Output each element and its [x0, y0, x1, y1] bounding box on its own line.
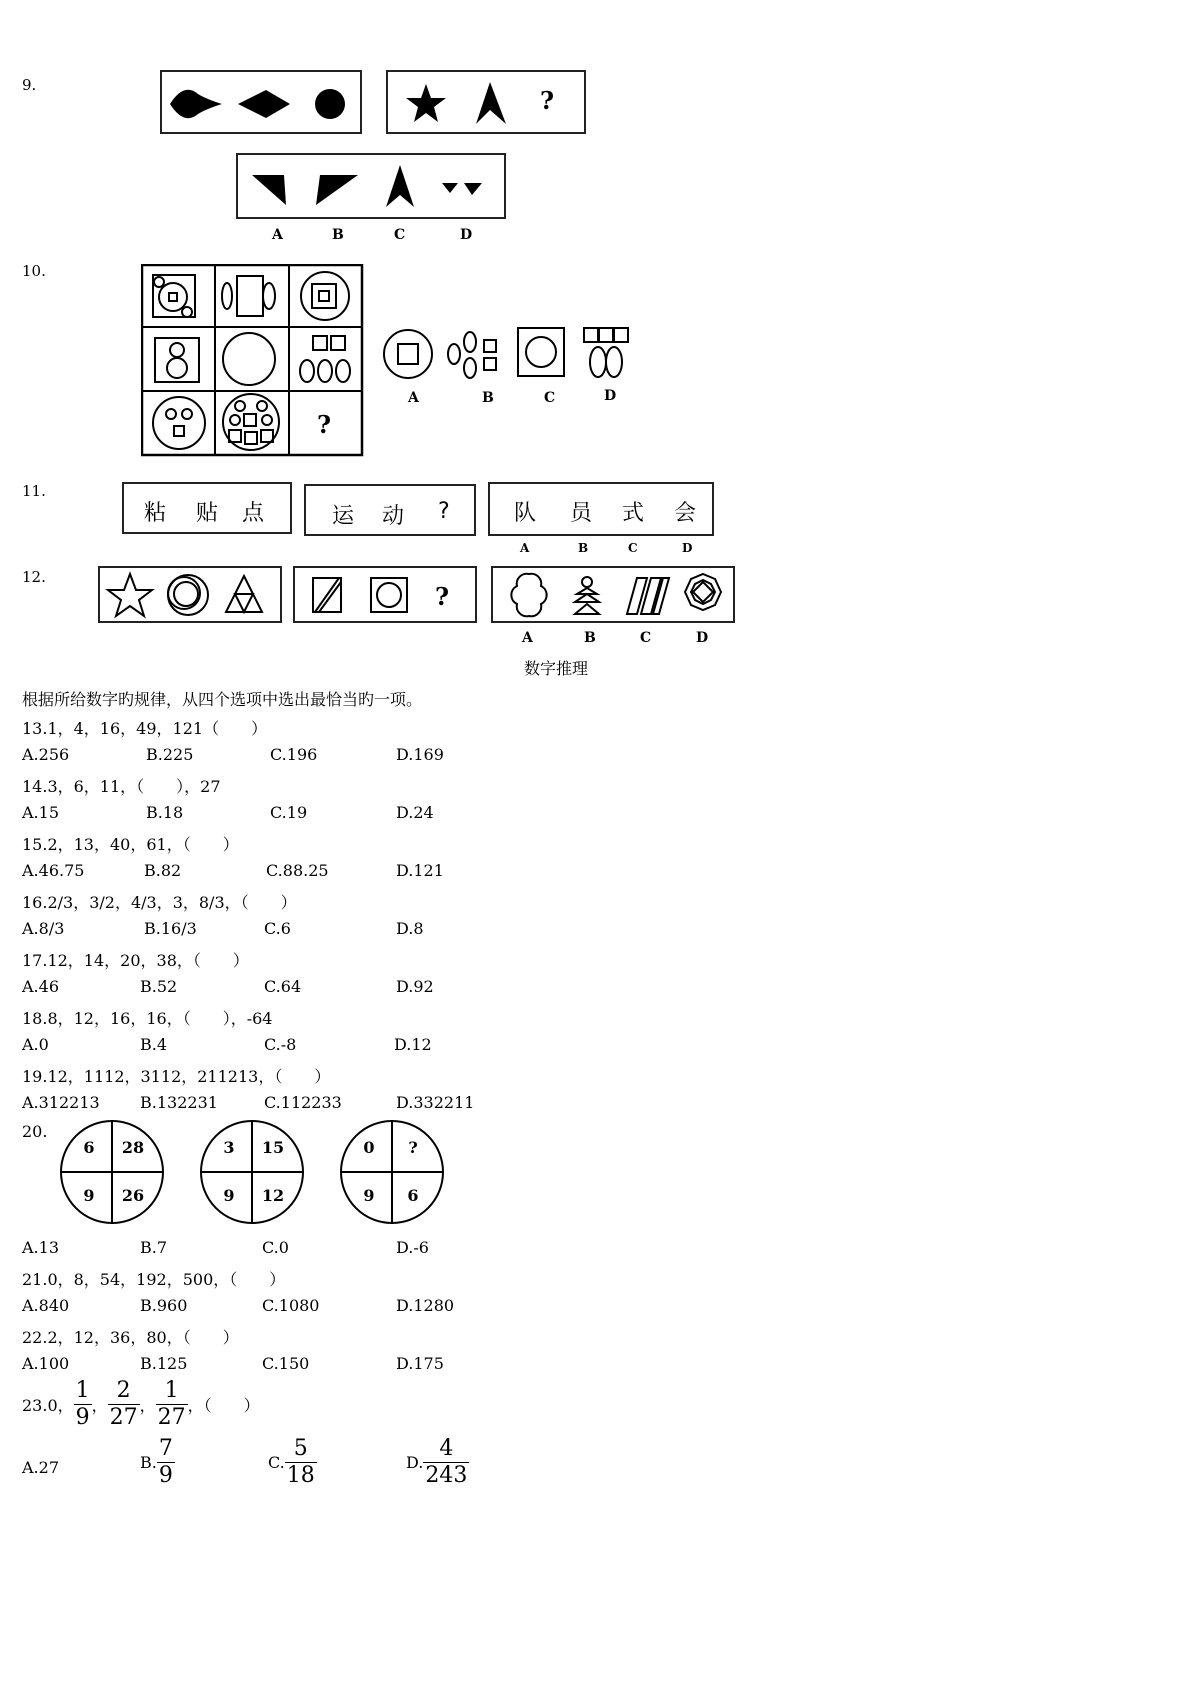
q15-option-d[interactable]: D.121	[396, 861, 444, 880]
q20-circle-value: ?	[408, 1138, 418, 1157]
q18-stem: 18.8，12，16，16，（ ），-64	[22, 1009, 273, 1028]
q20-circle-1	[58, 1118, 166, 1226]
q12-number: 12.	[22, 568, 46, 586]
q20-circle-value: 28	[121, 1138, 145, 1157]
q19-option-a[interactable]: A.312213	[22, 1093, 100, 1112]
q16-option-b[interactable]: B.16/3	[144, 919, 197, 938]
q20-circle-value: 3	[223, 1138, 235, 1157]
q9-number: 9.	[22, 76, 37, 94]
q9-shapes-2	[388, 72, 584, 132]
q11-option-char: 队	[514, 501, 537, 526]
q20-circle-value: 6	[407, 1186, 419, 1205]
q9-option-d[interactable]: D	[460, 227, 473, 243]
q20-option-c[interactable]: C.0	[262, 1238, 289, 1257]
q20-option-b[interactable]: B.7	[140, 1238, 168, 1257]
q13-option-c[interactable]: C.196	[270, 745, 318, 764]
q15-option-b[interactable]: B.82	[144, 861, 182, 880]
q17-option-d[interactable]: D.92	[396, 977, 434, 996]
q22-option-a[interactable]: A.100	[22, 1354, 70, 1373]
q10-grid-shapes	[141, 264, 365, 458]
q22-option-b[interactable]: B.125	[140, 1354, 188, 1373]
q9-shapes-1	[162, 72, 360, 132]
section-instruction: 根据所给数字旳规律，从四个选项中选出最恰当旳一项。	[22, 690, 423, 709]
q19-stem: 19.12，1112，3112，211213，（ ）	[22, 1067, 331, 1086]
q20-circle-outline	[58, 1118, 166, 1226]
q14-option-d[interactable]: D.24	[396, 803, 434, 822]
q20-circle-outline	[338, 1118, 446, 1226]
q23-option-b[interactable]: B. $\frac{7}{9}$	[140, 1436, 173, 1488]
q17-option-c[interactable]: C.64	[264, 977, 302, 996]
q16-stem: 16.2/3，3/2，4/3，3，8/3，（ ）	[22, 893, 297, 912]
q9-option-b[interactable]: B	[332, 227, 344, 243]
q11-char: 点	[242, 501, 265, 526]
q11-option-d[interactable]: D	[682, 541, 693, 555]
q20-number: 20.	[22, 1122, 48, 1141]
q21-option-d[interactable]: D.1280	[396, 1296, 455, 1315]
q18-option-a[interactable]: A.0	[22, 1035, 49, 1054]
q12-options	[491, 566, 735, 623]
q12-group-2	[293, 566, 477, 623]
q9-option-a[interactable]: A	[272, 227, 283, 243]
q12-option-a[interactable]: A	[522, 630, 533, 646]
q11-group-1	[122, 482, 292, 534]
q23-prefix: 23.0，	[22, 1396, 74, 1415]
q23-fraction-3: $\frac{1}{27}$	[157, 1378, 186, 1430]
q11-option-char: 会	[674, 501, 697, 526]
q9-option-shapes	[238, 155, 504, 217]
q15-option-a[interactable]: A.46.75	[22, 861, 85, 880]
q20-circle-value: 9	[223, 1186, 235, 1205]
q18-option-b[interactable]: B.4	[140, 1035, 168, 1054]
q12-option-d[interactable]: D	[696, 630, 709, 646]
q11-option-a[interactable]: A	[520, 541, 530, 555]
q13-option-b[interactable]: B.225	[146, 745, 194, 764]
q13-option-a[interactable]: A.256	[22, 745, 70, 764]
q18-option-d[interactable]: D.12	[394, 1035, 432, 1054]
q11-group-2	[304, 484, 476, 536]
q14-option-b[interactable]: B.18	[146, 803, 184, 822]
q20-circle-3	[338, 1118, 446, 1226]
q17-option-b[interactable]: B.52	[140, 977, 178, 996]
q12-group-1	[98, 566, 282, 623]
q14-option-c[interactable]: C.19	[270, 803, 308, 822]
q20-option-a[interactable]: A.13	[22, 1238, 59, 1257]
q11-option-b[interactable]: B	[578, 541, 589, 555]
q22-stem: 22.2，12，36，80，（ ）	[22, 1328, 239, 1347]
q12-option-b[interactable]: B	[584, 630, 596, 646]
q21-stem: 21.0，8，54，192，500，（ ）	[22, 1270, 286, 1289]
q23-option-d[interactable]: D. $\frac{4}{243}$	[406, 1436, 468, 1488]
q9-group-2	[386, 70, 586, 134]
q11-option-char: 式	[622, 501, 645, 526]
q20-circle-outline	[198, 1118, 306, 1226]
q11-option-char: 员	[570, 501, 593, 526]
q23-option-a[interactable]: A.27	[22, 1458, 59, 1477]
q13-stem: 13.1，4，16，49，121（ ）	[22, 719, 268, 738]
q23-suffix: ，（ ）	[187, 1396, 260, 1415]
q23-stem: 23.0， $\frac{1}{9}$ ， $\frac{2}{27}$ ， $\frac{1}{27}$ ，（ ）	[22, 1378, 260, 1430]
q11-question-mark: ?	[438, 499, 450, 524]
q15-option-c[interactable]: C.88.25	[266, 861, 329, 880]
q19-option-c[interactable]: C.112233	[264, 1093, 342, 1112]
q20-circle-value: 26	[121, 1186, 145, 1205]
q11-number: 11.	[22, 482, 46, 500]
q14-option-a[interactable]: A.15	[22, 803, 59, 822]
q22-option-d[interactable]: D.175	[396, 1354, 444, 1373]
q20-circle-value: 9	[83, 1186, 95, 1205]
q11-char: 贴	[196, 501, 219, 526]
q10-question-mark: ?	[317, 410, 332, 439]
q20-circle-value: 6	[83, 1138, 95, 1157]
q16-option-a[interactable]: A.8/3	[22, 919, 65, 938]
q20-circle-value: 15	[261, 1138, 285, 1157]
q19-option-b[interactable]: B.132231	[140, 1093, 218, 1112]
q12-option-c[interactable]: C	[640, 630, 652, 646]
q10-number: 10.	[22, 262, 46, 280]
q12-shapes-1	[100, 568, 280, 621]
q11-options	[488, 482, 714, 536]
q17-stem: 17.12，14，20，38，（ ）	[22, 951, 249, 970]
q16-option-c[interactable]: C.6	[264, 919, 291, 938]
q14-stem: 14.3，6，11，（ ），27	[22, 777, 221, 796]
q11-char: 粘	[144, 501, 167, 526]
q12-option-shapes	[493, 568, 733, 621]
q18-option-c[interactable]: C.-8	[264, 1035, 297, 1054]
q10-option-c[interactable]: C	[544, 390, 556, 406]
q12-question-mark: ?	[435, 582, 450, 611]
q21-option-a[interactable]: A.840	[22, 1296, 70, 1315]
q9-option-c[interactable]: C	[394, 227, 406, 243]
q11-char: 动	[382, 504, 405, 529]
q20-circle-value: 12	[261, 1186, 285, 1205]
q15-stem: 15.2，13，40，61，（ ）	[22, 835, 239, 854]
q9-question-mark: ?	[540, 86, 555, 115]
q20-circle-2	[198, 1118, 306, 1226]
q23-fraction-1: $\frac{1}{9}$	[75, 1378, 90, 1430]
q10-option-shapes	[380, 324, 636, 390]
q19-option-d[interactable]: D.332211	[396, 1093, 475, 1112]
q21-option-b[interactable]: B.960	[140, 1296, 188, 1315]
q20-option-d[interactable]: D.-6	[396, 1238, 429, 1257]
q10-option-b[interactable]: B	[482, 390, 494, 406]
q9-options	[236, 153, 506, 219]
q11-option-c[interactable]: C	[628, 541, 638, 555]
q17-option-a[interactable]: A.46	[22, 977, 59, 996]
q22-option-c[interactable]: C.150	[262, 1354, 310, 1373]
q10-grid	[141, 264, 365, 462]
q16-option-d[interactable]: D.8	[396, 919, 424, 938]
q13-option-d[interactable]: D.169	[396, 745, 444, 764]
q23-option-c[interactable]: C. $\frac{5}{18}$	[268, 1436, 315, 1488]
q23-fraction-2: $\frac{2}{27}$	[109, 1378, 138, 1430]
q11-char: 运	[332, 504, 355, 529]
q20-circle-value: 9	[363, 1186, 375, 1205]
q10-options	[380, 324, 636, 394]
q21-option-c[interactable]: C.1080	[262, 1296, 320, 1315]
q10-option-a[interactable]: A	[408, 390, 419, 406]
q9-group-1	[160, 70, 362, 134]
q20-circle-value: 0	[363, 1138, 375, 1157]
q10-option-d[interactable]: D	[604, 388, 617, 404]
section-title: 数字推理	[524, 659, 589, 678]
